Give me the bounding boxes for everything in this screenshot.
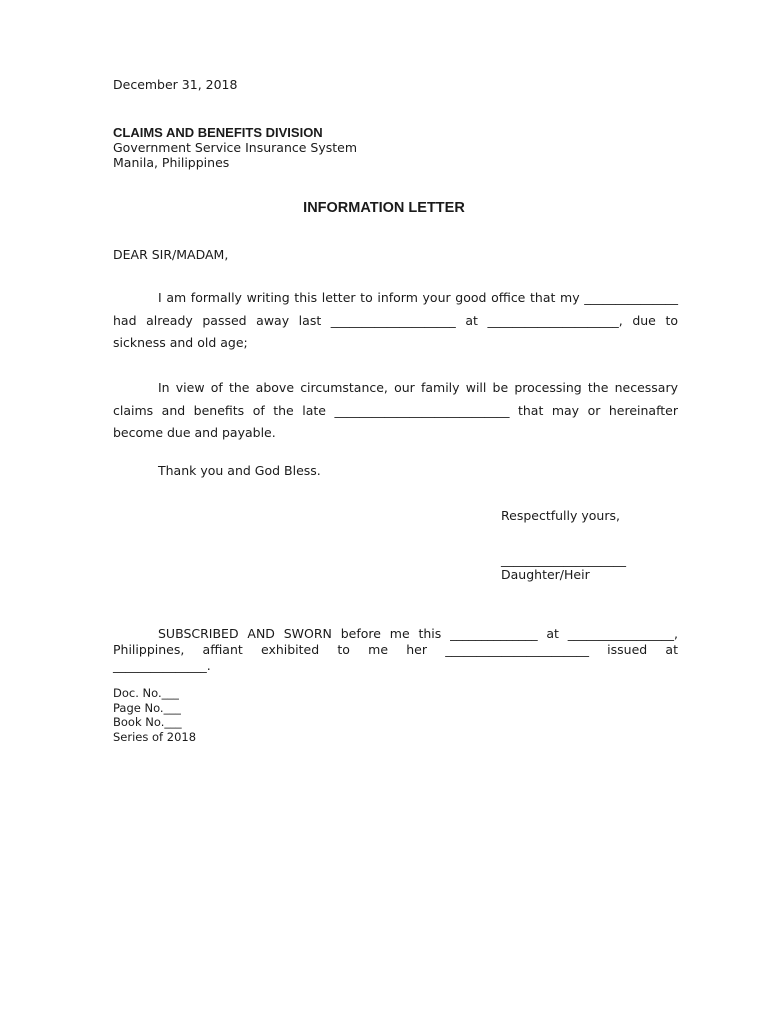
recipient-division: CLAIMS AND BENEFITS DIVISION xyxy=(113,125,323,140)
paragraph-1-line: I am formally writing this letter to inform your good office that my _______________ xyxy=(158,290,678,305)
paragraph-2-line: In view of the above circumstance, our family will be processing the necessary xyxy=(158,380,678,395)
letter-title: INFORMATION LETTER xyxy=(303,200,465,216)
jurat-line: SUBSCRIBED AND SWORN before me this ______________ at _________________, xyxy=(158,626,678,641)
signatory-title: Daughter/Heir xyxy=(501,567,590,582)
signature-line: ____________________ xyxy=(501,552,626,567)
closing-line: Thank you and God Bless. xyxy=(158,463,321,478)
page-no: Page No.___ xyxy=(113,700,181,715)
paragraph-2-line: become due and payable. xyxy=(113,425,276,440)
salutation: DEAR SIR/MADAM, xyxy=(113,247,229,262)
recipient-location: Manila, Philippines xyxy=(113,155,230,170)
paragraph-1-line: sickness and old age; xyxy=(113,335,248,350)
jurat-line: Philippines, affiant exhibited to me her _______________________ issued at xyxy=(113,642,678,657)
notarial-block xyxy=(113,686,196,744)
book-no: Book No.___ xyxy=(113,715,182,729)
complimentary-close: Respectfully yours, xyxy=(501,508,620,523)
paragraph-2 xyxy=(113,377,678,445)
paragraph-1 xyxy=(113,287,678,355)
paragraph-2-line: claims and benefits of the late ____________________________ that may or hereinafter xyxy=(113,402,678,418)
doc-no: Doc. No.___ xyxy=(113,686,179,700)
recipient-organization: Government Service Insurance System xyxy=(113,140,358,155)
series: Series of 2018 xyxy=(113,729,197,744)
paragraph-1-line: had already passed away last ____________________ at _____________________, due to xyxy=(113,312,678,328)
letter-date: December 31, 2018 xyxy=(113,77,238,92)
jurat-line: _______________. xyxy=(113,658,211,673)
jurat-paragraph xyxy=(113,626,678,674)
